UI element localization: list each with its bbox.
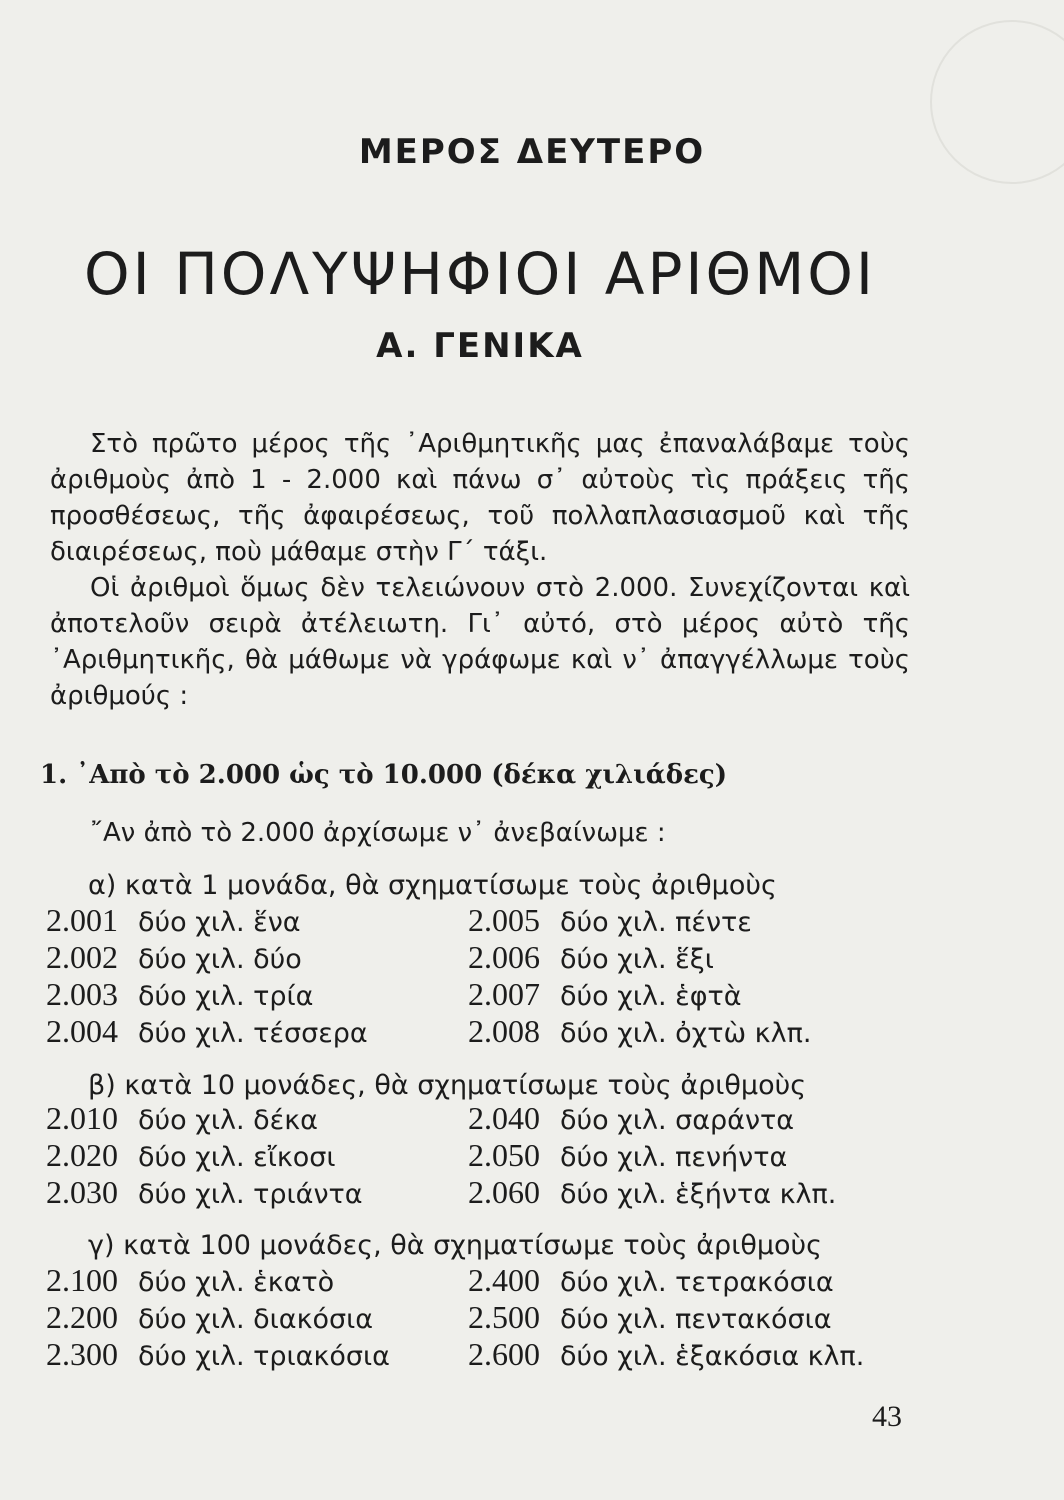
number-words: δύο χιλ. πέντε (560, 907, 752, 938)
group-title-units: α) κατὰ 1 μονάδα, θὰ σχηματίσωμε τοὺς ἀριθμοὺς (88, 870, 777, 901)
number-list-right (468, 902, 811, 1050)
number-words: δύο χιλ. πενήντα (560, 1142, 788, 1173)
page-number: 43 (872, 1400, 902, 1433)
number-row (46, 1137, 363, 1174)
number-words: δύο χιλ. πεντακόσια (560, 1304, 832, 1335)
number-row (46, 1013, 368, 1050)
group-title-tens: β) κατὰ 10 μονάδες, θὰ σχηματίσωμε τοὺς ἀριθμοὺς (88, 1070, 807, 1101)
number-figure: 2.006 (468, 939, 540, 975)
number-figure: 2.001 (46, 902, 118, 938)
number-list-right (468, 1262, 864, 1373)
number-row (468, 939, 811, 976)
number-figure: 2.002 (46, 939, 118, 975)
number-words: δύο χιλ. τριάντα (138, 1179, 363, 1210)
number-figure: 2.100 (46, 1262, 118, 1298)
number-figure: 2.500 (468, 1299, 540, 1335)
number-figure: 2.600 (468, 1336, 540, 1372)
part-title: ΜΕΡΟΣ ΔΕΥΤΕΡΟ (358, 132, 706, 172)
number-words: δύο χιλ. ἑφτὰ (560, 981, 742, 1012)
number-words: δύο χιλ. ἑξήντα κλπ. (560, 1179, 837, 1210)
number-figure: 2.200 (46, 1299, 118, 1335)
number-figure: 2.030 (46, 1174, 118, 1210)
chapter-title: ΟΙ ΠΟΛΥΨΗΦΙΟΙ ΑΡΙΘΜΟΙ (84, 240, 876, 308)
section-intro: ῎Αν ἀπὸ τὸ 2.000 ἀρχίσωμε ν᾿ ἀνεβαίνωμε : (90, 818, 666, 848)
number-row (468, 1013, 811, 1050)
number-figure: 2.004 (46, 1013, 118, 1049)
number-list-left (46, 1262, 390, 1373)
number-words: δύο χιλ. ἕξι (560, 944, 714, 975)
number-figure: 2.040 (468, 1100, 540, 1136)
number-row (468, 1100, 836, 1137)
number-list-right (468, 1100, 836, 1211)
number-row (46, 1336, 390, 1373)
number-figure: 2.003 (46, 976, 118, 1012)
number-figure: 2.400 (468, 1262, 540, 1298)
number-figure: 2.050 (468, 1137, 540, 1173)
number-words: δύο χιλ. ὀχτὼ κλπ. (560, 1018, 812, 1049)
number-row (46, 1174, 363, 1211)
number-row (46, 976, 368, 1013)
intro-paragraph-2: Οἱ ἀριθμοὶ ὅμως δὲν τελειώνουν στὸ 2.000. Συνεχίζονται καὶ ἀποτελοῦν σειρὰ ἀτέλειωτη. Γι᾿ αὐτό, στὸ μέρος αὐτὸ τῆς ᾿Αριθμητικῆς, θὰ μάθωμε νὰ γράφωμε καὶ ν᾿ ἀπαγγέλλωμε τοὺς ἀριθμούς : (50, 573, 910, 711)
number-words: δύο χιλ. τριακόσια (138, 1341, 390, 1372)
number-row (46, 939, 368, 976)
intro-paragraph-1: Στὸ πρῶτο μέρος τῆς ᾿Αριθμητικῆς μας ἐπαναλάβαμε τοὺς ἀριθμοὺς ἀπὸ 1 - 2.000 καὶ πάνω σ᾿ αὐτοὺς τὶς πράξεις τῆς προσθέσεως, τῆς ἀφαιρέσεως, τοῦ πολλαπλασιασμοῦ καὶ τῆς διαιρέσεως, ποὺ μάθαμε στὴν Γ΄ τάξι. (50, 429, 910, 567)
number-figure: 2.005 (468, 902, 540, 938)
section-subtitle: Α. ΓΕΝΙΚΑ (376, 326, 584, 366)
number-row (46, 1262, 390, 1299)
number-words: δύο χιλ. σαράντα (560, 1105, 795, 1136)
number-words: δύο χιλ. δύο (138, 944, 302, 975)
number-row (468, 976, 811, 1013)
number-row (468, 1262, 864, 1299)
number-row (46, 1299, 390, 1336)
number-figure: 2.020 (46, 1137, 118, 1173)
number-row (468, 1137, 836, 1174)
number-row (468, 1336, 864, 1373)
group-title-hundreds: γ) κατὰ 100 μονάδες, θὰ σχηματίσωμε τοὺς ἀριθμοὺς (88, 1230, 823, 1261)
number-row (468, 1174, 836, 1211)
number-words: δύο χιλ. εἴκοσι (138, 1142, 336, 1173)
number-list-left (46, 902, 368, 1050)
number-figure: 2.060 (468, 1174, 540, 1210)
number-figure: 2.008 (468, 1013, 540, 1049)
number-words: δύο χιλ. ἕνα (138, 907, 301, 938)
number-figure: 2.300 (46, 1336, 118, 1372)
number-figure: 2.010 (46, 1100, 118, 1136)
number-row (468, 902, 811, 939)
number-row (46, 902, 368, 939)
number-words: δύο χιλ. ἑξακόσια κλπ. (560, 1341, 865, 1372)
number-row (46, 1100, 363, 1137)
number-words: δύο χιλ. διακόσια (138, 1304, 374, 1335)
number-figure: 2.007 (468, 976, 540, 1012)
number-words: δύο χιλ. ἑκατὸ (138, 1267, 335, 1298)
number-words: δύο χιλ. δέκα (138, 1105, 318, 1136)
number-row (468, 1299, 864, 1336)
number-words: δύο χιλ. τετρακόσια (560, 1267, 834, 1298)
number-words: δύο χιλ. τρία (138, 981, 314, 1012)
section-heading: 1. ᾿Απὸ τὸ 2.000 ὡς τὸ 10.000 (δέκα χιλιάδες) (40, 760, 728, 790)
number-list-left (46, 1100, 363, 1211)
number-words: δύο χιλ. τέσσερα (138, 1018, 368, 1049)
